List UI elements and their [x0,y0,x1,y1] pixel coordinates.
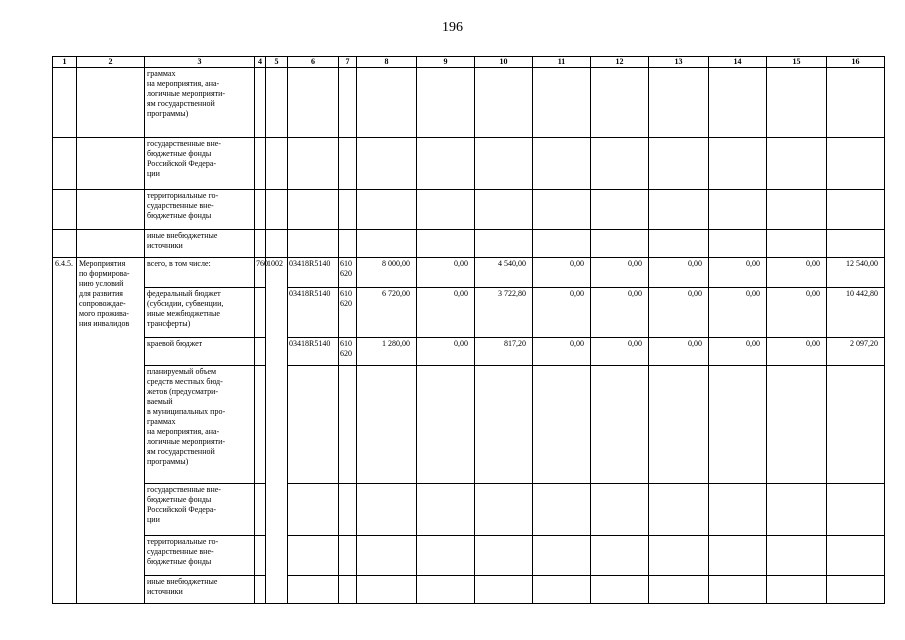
value-cell: 10 442,80 [827,288,885,338]
header-cell: 6 [288,57,339,68]
col7-value: 610 620 [339,288,357,338]
header-cell: 2 [77,57,145,68]
header-row [53,57,885,68]
value-cell: 1 280,00 [357,338,417,366]
col6-value: 03418R5140 [288,288,339,338]
measure-name: Мероприятия по формирова- нию условий для развития сопровождае- мого прожива- ния инвалидов [77,258,145,604]
table-row [53,138,885,190]
header-cell: 5 [266,57,288,68]
header-cell: 13 [649,57,709,68]
row-label: федеральный бюджет (субсидии, субвенции, иные межбюджетные трансферты) [145,288,255,338]
value-cell: 0,00 [417,258,475,288]
value-cell: 0,00 [649,338,709,366]
col6-value: 03418R5140 [288,338,339,366]
row-label: иные внебюджетные источники [145,576,255,604]
table-row [53,230,885,258]
header-cell: 10 [475,57,533,68]
value-cell: 0,00 [417,338,475,366]
value-cell: 0,00 [709,288,767,338]
row-label: планируемый объем средств местных бюд- жетов (предусматри- ваемый в муниципальных про- граммах на мероприятия, ана- логичные мероприяти- ям государственной программы) [145,366,255,484]
value-cell: 0,00 [709,258,767,288]
measure-id: 6.4.5. [53,258,77,604]
table-row [53,288,885,338]
header-cell: 7 [339,57,357,68]
col7-value: 610 620 [339,338,357,366]
value-cell: 4 540,00 [475,258,533,288]
header-cell: 1 [53,57,77,68]
value-cell: 0,00 [649,288,709,338]
row-label: краевой бюджет [145,338,255,366]
header-cell: 16 [827,57,885,68]
header-cell: 8 [357,57,417,68]
row-label: граммах на мероприятия, ана- логичные мероприяти- ям государственной программы) [145,68,255,138]
value-cell: 12 540,00 [827,258,885,288]
value-cell: 0,00 [591,258,649,288]
header-cell: 15 [767,57,827,68]
value-cell: 2 097,20 [827,338,885,366]
header-cell: 11 [533,57,591,68]
value-cell: 3 722,80 [475,288,533,338]
table-row [53,338,885,366]
value-cell: 0,00 [767,338,827,366]
table-row [53,484,885,536]
value-cell: 0,00 [649,258,709,288]
header-cell: 3 [145,57,255,68]
row-label: государственные вне- бюджетные фонды Российской Федера- ции [145,138,255,190]
table-row [53,576,885,604]
value-cell: 0,00 [591,338,649,366]
col6-value: 03418R5140 [288,258,339,288]
value-cell: 0,00 [767,258,827,288]
page-number: 196 [442,20,463,35]
row-label: государственные вне- бюджетные фонды Российской Федера- ции [145,484,255,536]
value-cell: 8 000,00 [357,258,417,288]
table-body [53,57,885,604]
value-cell: 817,20 [475,338,533,366]
value-cell: 0,00 [591,288,649,338]
value-cell: 0,00 [533,338,591,366]
row-label: всего, в том числе: [145,258,255,288]
value-cell: 0,00 [417,288,475,338]
table-row [53,68,885,138]
header-cell: 14 [709,57,767,68]
row-label: территориальные го- сударственные вне- бюджетные фонды [145,190,255,230]
value-cell: 0,00 [533,258,591,288]
table-row [53,366,885,484]
value-cell: 0,00 [709,338,767,366]
value-cell: 0,00 [767,288,827,338]
header-cell: 12 [591,57,649,68]
table-row [53,536,885,576]
table-row [53,190,885,230]
header-cell: 4 [255,57,266,68]
table-row [53,258,885,288]
row-label: иные внебюджетные источники [145,230,255,258]
col7-value: 610 620 [339,258,357,288]
budget-table [52,56,885,604]
row-label: территориальные го- сударственные вне- бюджетные фонды [145,536,255,576]
col5-value: 1002 [266,258,288,604]
header-cell: 9 [417,57,475,68]
value-cell: 6 720,00 [357,288,417,338]
value-cell: 0,00 [533,288,591,338]
col4-value: 760 [255,258,266,288]
